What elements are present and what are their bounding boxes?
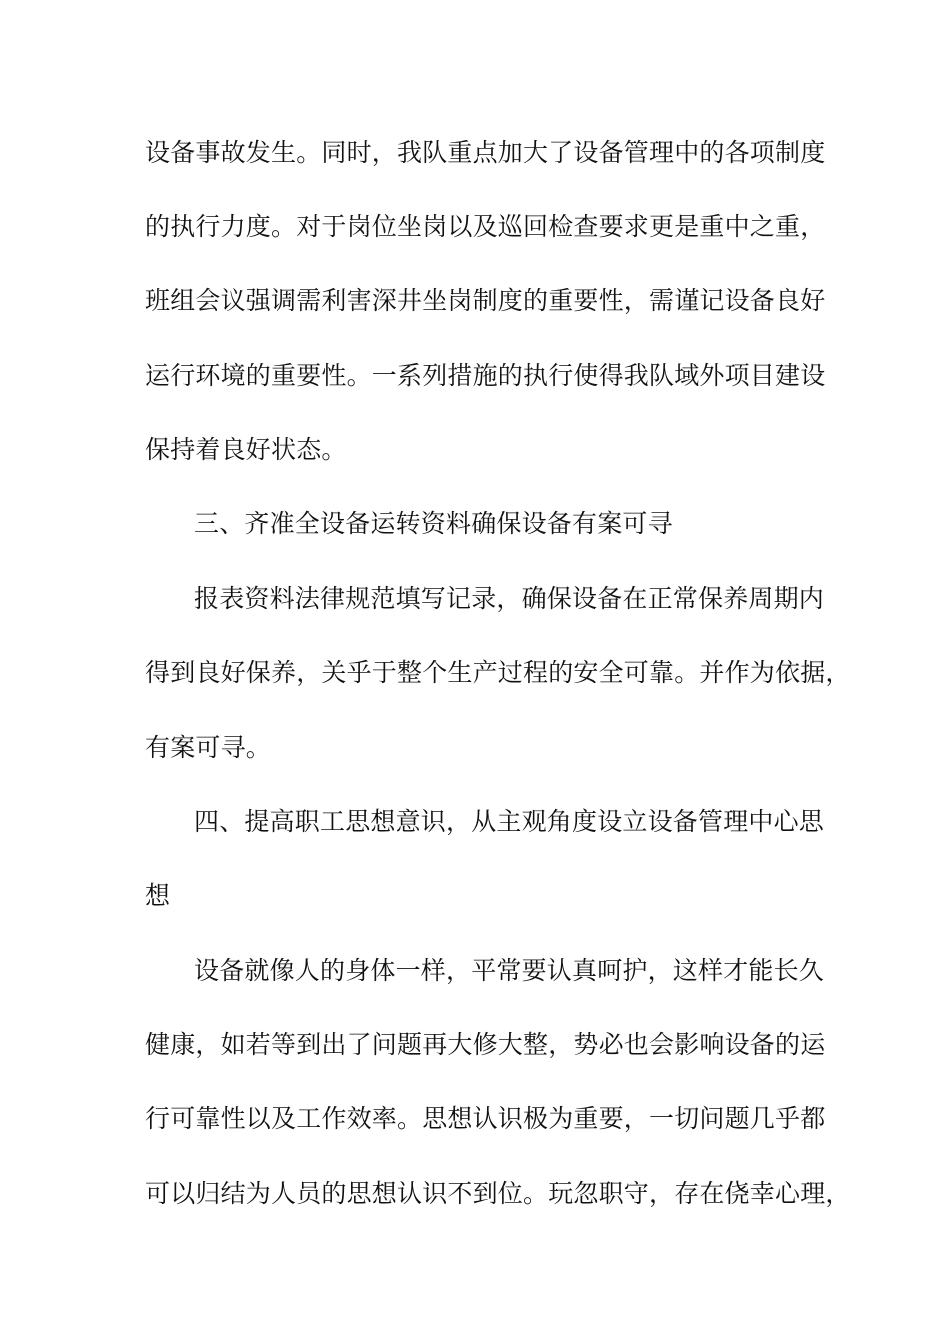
body-text-line: 的执行力度。对于岗位坐岗以及巡回检查要求更是重中之重， [145, 212, 826, 241]
body-text-line: 可以归结为人员的思想认识不到位。玩忽职守，存在侥幸心理， [145, 1179, 851, 1208]
body-text-line: 得到良好保养，关乎于整个生产过程的安全可靠。并作为依据， [145, 658, 851, 687]
body-text-line: 班组会议强调需利害深井坐岗制度的重要性，需谨记设备良好 [145, 286, 826, 315]
body-text-line: 报表资料法律规范填写记录，确保设备在正常保养周期内 [194, 584, 825, 613]
body-text-line: 运行环境的重要性。一系列措施的执行使得我队域外项目建设 [145, 361, 826, 390]
body-text-line: 设备事故发生。同时，我队重点加大了设备管理中的各项制度 [145, 138, 826, 167]
section-heading-4-continued: 想 [145, 881, 171, 910]
body-text-line: 保持着良好状态。 [145, 435, 347, 464]
body-text-line: 行可靠性以及工作效率。思想认识极为重要，一切问题几乎都 [145, 1104, 826, 1133]
body-text-line: 健康，如若等到出了问题再大修大整，势必也会影响设备的运 [145, 1030, 826, 1059]
body-text-line: 设备就像人的身体一样，平常要认真呵护，这样才能长久 [194, 956, 825, 985]
body-text-line: 有案可寻。 [145, 733, 272, 762]
section-heading-3: 三、齐准全设备运转资料确保设备有案可寻 [194, 509, 673, 538]
section-heading-4: 四、提高职工思想意识，从主观角度设立设备管理中心思 [194, 807, 825, 836]
